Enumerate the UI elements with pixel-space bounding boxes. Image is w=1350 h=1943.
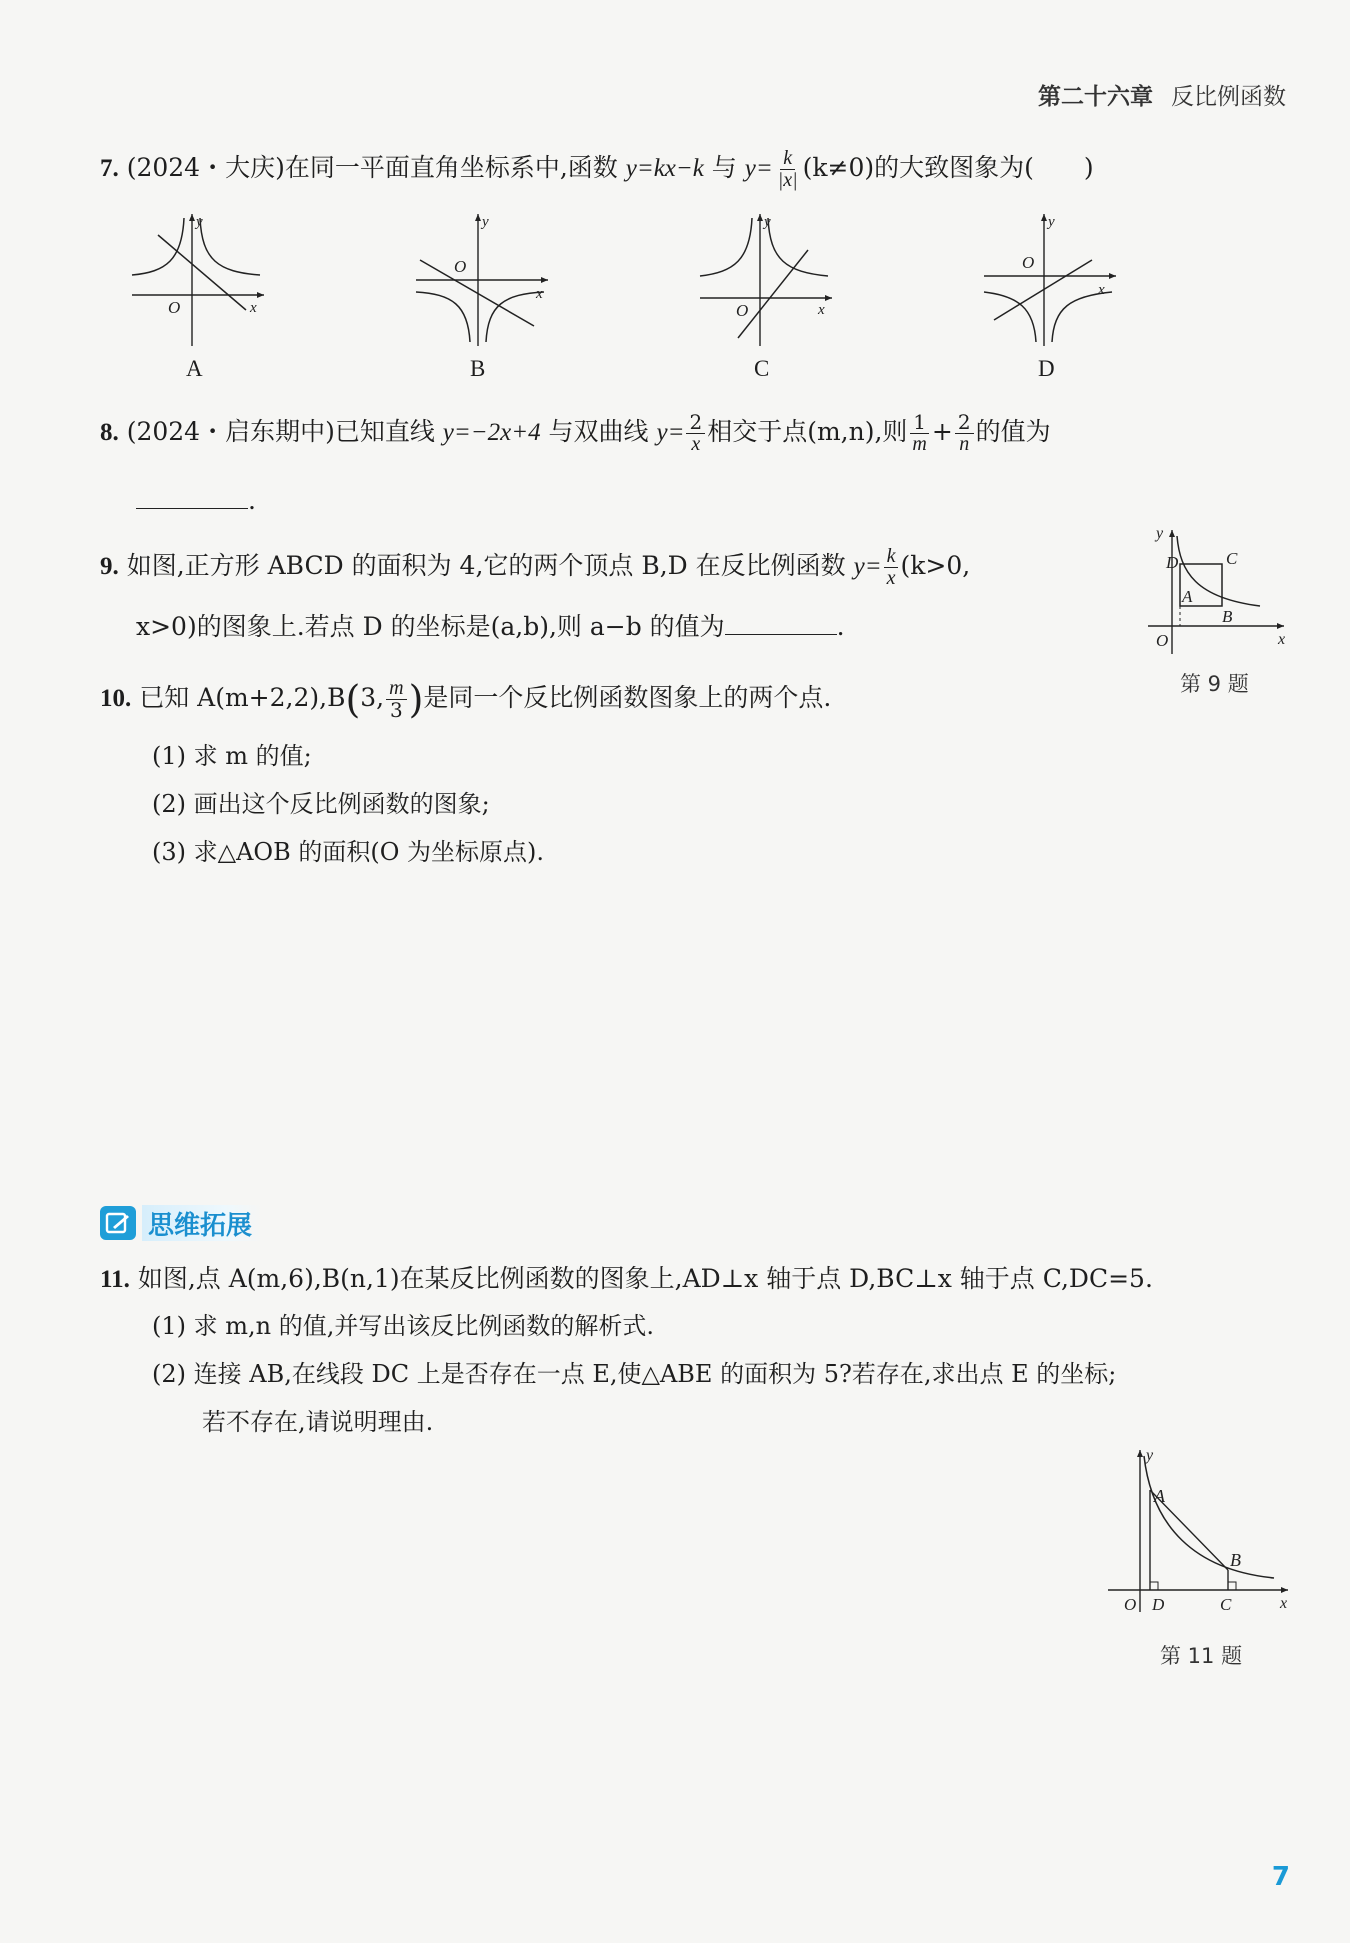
pencil-note-icon xyxy=(100,1206,136,1240)
q7-text-2: 与 xyxy=(703,153,745,182)
denominator: 3 xyxy=(390,698,403,722)
figure-9-caption: 第 9 题 xyxy=(1180,672,1249,696)
q8-end: . xyxy=(248,486,256,515)
q9-text-2: (k>0, xyxy=(900,551,971,580)
figure-11 xyxy=(1104,1446,1294,1616)
q9-fraction xyxy=(884,546,899,589)
option-b-graph xyxy=(412,210,552,350)
q10-part-2: (2) 画出这个反比例函数的图象; xyxy=(152,790,490,818)
question-number: 7. xyxy=(100,155,119,182)
page-number: 7 xyxy=(1271,1862,1290,1892)
figure-11-caption: 第 11 题 xyxy=(1160,1644,1243,1668)
q11-part-2-cont: 若不存在,请说明理由. xyxy=(202,1408,434,1436)
q7-fraction xyxy=(775,148,801,191)
svg-text:x: x xyxy=(818,302,825,318)
svg-text:B: B xyxy=(1230,1550,1241,1570)
question-number: 11. xyxy=(100,1266,130,1293)
q8-plus: + xyxy=(931,417,953,446)
svg-text:C: C xyxy=(1226,549,1238,568)
numerator: k xyxy=(884,546,899,568)
question-number: 10. xyxy=(100,685,132,712)
question-8 xyxy=(100,412,1051,455)
q7-text-1: (2024・大庆)在同一平面直角坐标系中,函数 xyxy=(126,153,626,182)
question-7 xyxy=(100,148,1094,191)
svg-text:x: x xyxy=(1098,282,1105,298)
svg-text:y: y xyxy=(1156,525,1164,542)
q8-formula-2: y= xyxy=(656,419,685,446)
svg-text:B: B xyxy=(1222,607,1233,626)
q8-formula-1: y=−2x+4 xyxy=(442,419,541,446)
svg-text:O: O xyxy=(1156,631,1169,650)
page-header xyxy=(1038,78,1286,111)
numerator: m xyxy=(386,678,406,700)
question-number: 8. xyxy=(100,419,119,446)
question-9 xyxy=(100,546,970,589)
q10-part-3: (3) 求△AOB 的面积(O 为坐标原点). xyxy=(152,838,545,866)
option-c-graph xyxy=(696,210,836,350)
option-d-graph xyxy=(980,210,1120,350)
q10-text-1: 已知 A(m+2,2),B xyxy=(139,683,346,712)
svg-text:y: y xyxy=(1146,1447,1154,1464)
option-a-label: A xyxy=(186,356,203,381)
q8-fraction-3 xyxy=(955,412,974,455)
answer-blank[interactable] xyxy=(136,490,248,509)
question-10 xyxy=(100,678,831,721)
numerator: k xyxy=(780,148,795,170)
q8-text-1: (2024・启东期中)已知直线 xyxy=(126,417,443,446)
q9-text-3: x>0)的图象上.若点 D 的坐标是(a,b),则 a−b 的值为 xyxy=(136,612,725,641)
svg-text:y: y xyxy=(764,214,771,230)
q9-text-1: 如图,正方形 ABCD 的面积为 4,它的两个顶点 B,D 在反比例函数 xyxy=(126,551,854,580)
q7-text-3: (k≠0)的大致图象为( ) xyxy=(802,153,1094,182)
q7-formula-1: y=kx−k xyxy=(625,155,704,182)
question-11 xyxy=(100,1266,1153,1292)
svg-text:y: y xyxy=(482,214,489,230)
chapter-title: 反比例函数 xyxy=(1171,84,1286,110)
denominator: x xyxy=(691,433,701,455)
svg-text:O: O xyxy=(1124,1595,1137,1614)
denominator: n xyxy=(959,433,970,455)
q10-bx: 3, xyxy=(360,683,385,712)
svg-text:A: A xyxy=(1154,1486,1165,1506)
question-number: 9. xyxy=(100,553,119,580)
option-d-label: D xyxy=(1038,356,1055,381)
svg-text:y: y xyxy=(1048,214,1055,230)
section-title: 思维拓展 xyxy=(142,1205,262,1241)
denominator: m xyxy=(912,433,927,455)
svg-text:A: A xyxy=(1182,587,1193,606)
q8-fraction-1 xyxy=(686,412,705,455)
q9-formula: y= xyxy=(853,553,882,580)
q10-text-2: 是同一个反比例函数图象上的两个点. xyxy=(423,683,832,712)
q9-line-2 xyxy=(136,614,845,639)
q7-formula-2: y= xyxy=(744,155,773,182)
svg-text:O: O xyxy=(454,257,467,276)
section-header xyxy=(100,1203,262,1243)
svg-text:x: x xyxy=(1278,631,1286,648)
svg-text:y: y xyxy=(196,214,203,230)
svg-text:O: O xyxy=(736,301,749,320)
denominator: |x| xyxy=(777,169,798,191)
q10-lparen: ( xyxy=(345,677,361,722)
numerator: 2 xyxy=(955,412,974,434)
numerator: 2 xyxy=(686,412,705,434)
denominator: x xyxy=(886,567,896,589)
q9-end: . xyxy=(836,612,845,641)
q8-text-4: 的值为 xyxy=(975,417,1051,446)
option-b-label: B xyxy=(470,356,486,381)
svg-text:O: O xyxy=(1022,253,1035,272)
svg-text:C: C xyxy=(1220,1595,1232,1614)
svg-text:x: x xyxy=(250,300,257,316)
numerator: 1 xyxy=(910,412,929,434)
figure-9 xyxy=(1140,524,1290,658)
q8-text-2: 与双曲线 xyxy=(540,417,657,446)
answer-blank[interactable] xyxy=(725,616,837,635)
chapter-label: 第二十六章 xyxy=(1038,84,1153,110)
option-c-label: C xyxy=(754,356,770,381)
q8-answer-blank[interactable] xyxy=(136,488,256,513)
q10-rparen: ) xyxy=(408,677,424,722)
option-a-graph xyxy=(128,210,268,350)
q10-part-1: (1) 求 m 的值; xyxy=(152,742,312,770)
svg-text:D: D xyxy=(1166,553,1179,572)
svg-text:x: x xyxy=(536,286,543,302)
q11-text-1: 如图,点 A(m,6),B(n,1)在某反比例函数的图象上,AD⊥x 轴于点 D,BC⊥x 轴于点 C,DC=5. xyxy=(137,1264,1153,1293)
svg-text:x: x xyxy=(1280,1595,1288,1612)
q8-fraction-2 xyxy=(909,412,929,455)
svg-text:O: O xyxy=(168,298,181,317)
q10-fraction xyxy=(386,678,406,721)
svg-text:D: D xyxy=(1152,1595,1165,1614)
q11-part-1: (1) 求 m,n 的值,并写出该反比例函数的解析式. xyxy=(152,1312,654,1340)
q11-part-2: (2) 连接 AB,在线段 DC 上是否存在一点 E,使△ABE 的面积为 5?若存在,求出点 E 的坐标; xyxy=(152,1360,1117,1388)
q8-text-3: 相交于点(m,n),则 xyxy=(707,417,908,446)
